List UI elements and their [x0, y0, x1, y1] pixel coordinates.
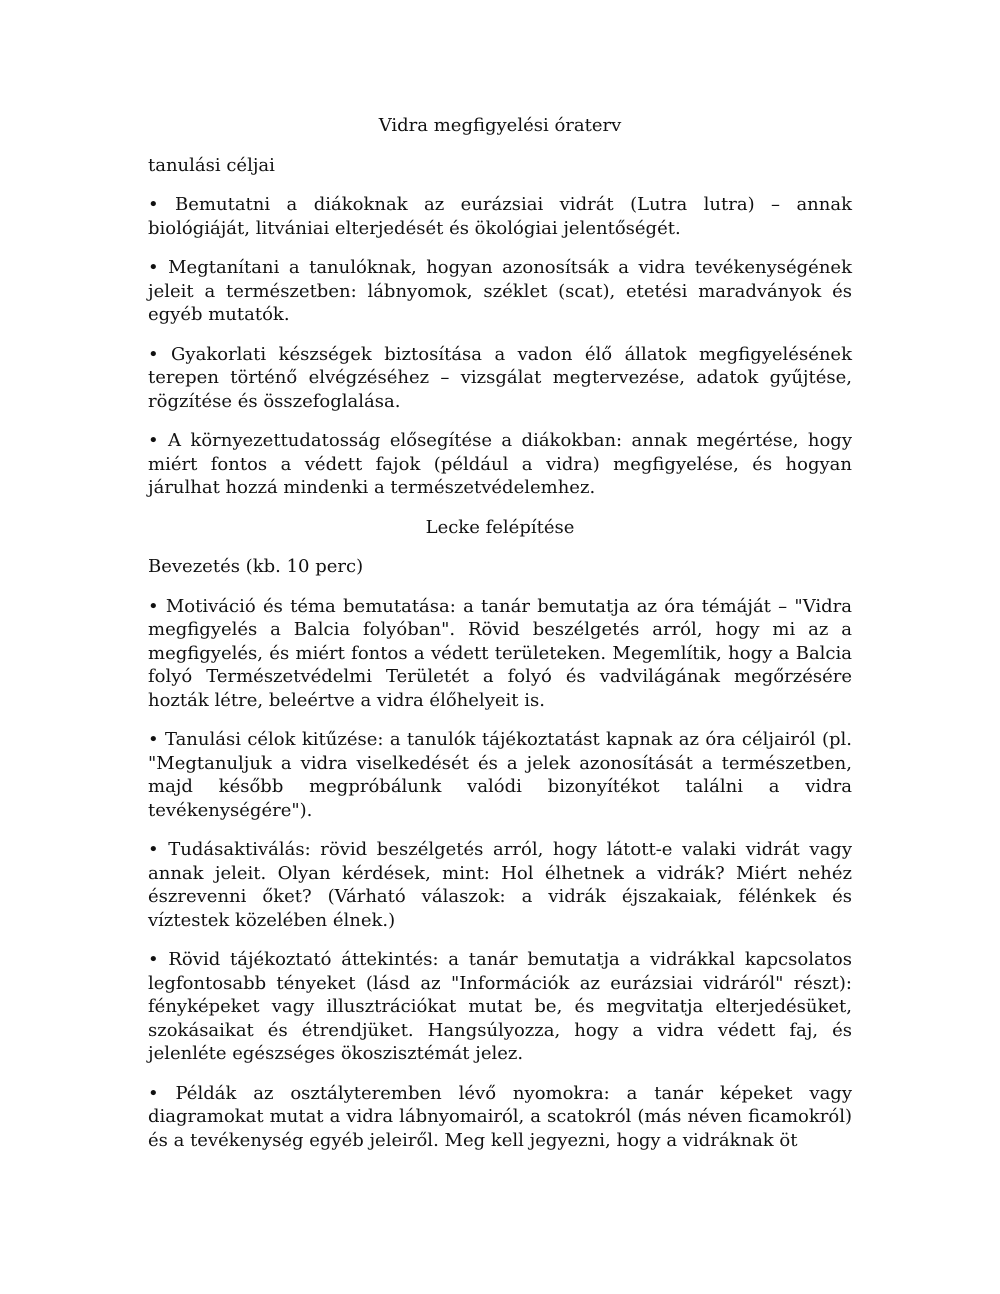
intro-paragraph: • Motiváció és téma bemutatása: a tanár bemutatja az óra témáját – "Vidra megfigyelés a Balcia folyóban". Rövid beszélgetés arról, hogy mi az a megfigyelés, és miért fontos a védett területeken. Megemlítik, hogy a Balcia folyó Természetvédelmi Területét a folyó és vadvilágának megőrzésére hozták létre, beleértve a vidra élőhelyeit is.	[148, 595, 852, 711]
intro-paragraph: • Tudásaktiválás: rövid beszélgetés arról, hogy látott-e valaki vidrát vagy annak jeleit. Olyan kérdések, mint: Hol élhetnek a vidrák? Miért nehéz észrevenni őket? (Várható válaszok: a vidrák éjszakaiak, félénkek és víztestek közelében élnek.)	[148, 839, 852, 931]
document-title: Vidra megfigyelési óraterv	[378, 115, 622, 136]
intro-paragraph: • Rövid tájékoztató áttekintés: a tanár bemutatja a vidrákkal kapcsolatos legfontosabb tényeket (lásd az "Információk az eurázsiai vidráról" részt): fényképeket vagy illusztrációkat mutat be, és megvitatja elterjedésüket, szokásaikat és étrendjüket. Hangsúlyozza, hogy a vidra védett faj, és jelenléte egészséges ökoszisztémát jelez.	[148, 949, 852, 1064]
structure-heading: Lecke felépítése	[425, 516, 575, 538]
intro-paragraph: • Tanulási célok kitűzése: a tanulók tájékoztatást kapnak az óra céljairól (pl. "Megtanuljuk a vidra viselkedését és a jelek azonosítását a természetben, majd később megpróbálunk valódi bizonyítékot találni a vidra tevékenységére").	[148, 729, 852, 821]
goals-heading: tanulási céljai	[148, 154, 275, 176]
goal-paragraph: • Gyakorlati készségek biztosítása a vadon élő állatok megfigyelésének terepen történő elvégzéséhez – vizsgálat megtervezése, adatok gyűjtése, rögzítése és összefoglalása.	[148, 343, 852, 412]
goal-paragraph: • Megtanítani a tanulóknak, hogyan azonosítsák a vidra tevékenységének jeleit a természetben: lábnyomok, széklet (scat), etetési maradványok és egyéb mutatók.	[148, 257, 852, 325]
goal-paragraph: • A környezettudatosság elősegítése a diákokban: annak megértése, hogy miért fontos a védett fajok (például a vidra) megfigyelése, és hogyan járulhat hozzá mindenki a természetvédelemhez.	[148, 430, 852, 498]
document-page	[148, 114, 852, 1168]
intro-heading: Bevezetés (kb. 10 perc)	[148, 556, 364, 577]
intro-paragraph: • Példák az osztályteremben lévő nyomokra: a tanár képeket vagy diagramokat mutat a vidra lábnyomairól, a scatokról (más néven ficamokról) és a tevékenység egyéb jeleiről. Meg kell jegyezni, hogy a vidráknak öt	[148, 1082, 852, 1151]
goal-paragraph: • Bemutatni a diákoknak az eurázsiai vidrát (Lutra lutra) – annak biológiáját, litvániai elterjedését és ökológiai jelentőségét.	[148, 194, 852, 239]
